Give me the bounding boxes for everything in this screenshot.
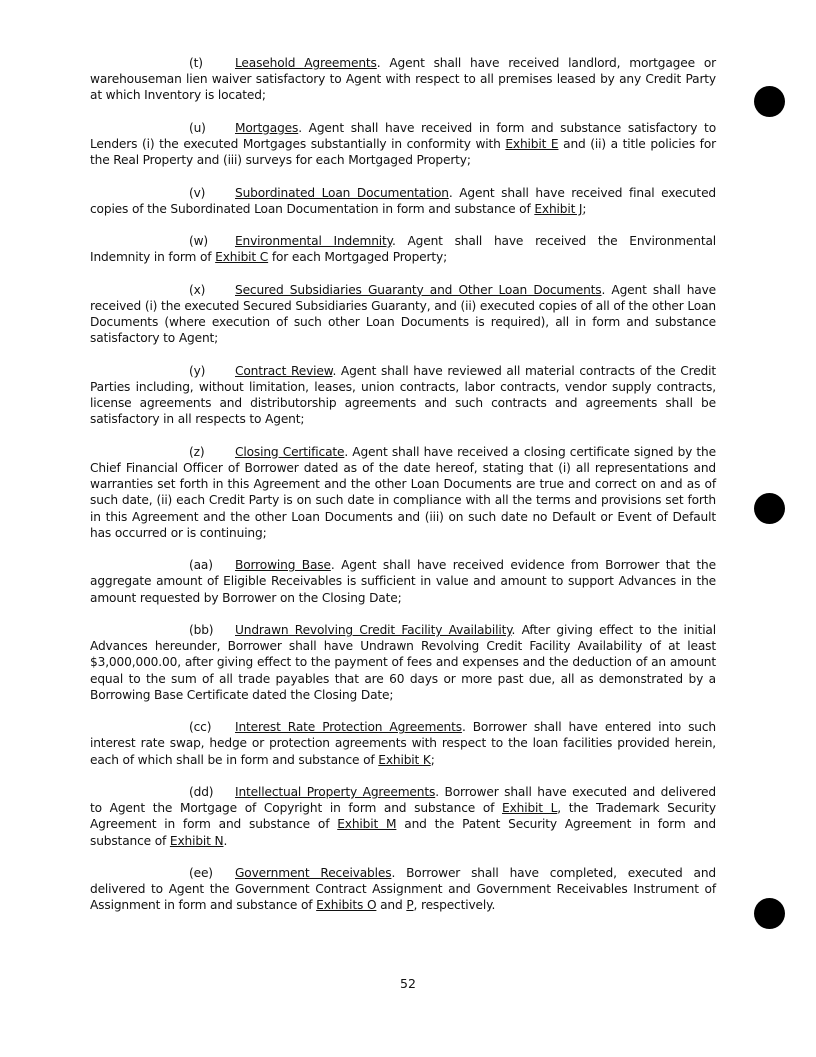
exhibit-reference: Exhibit E [505, 137, 559, 151]
section-cc [90, 719, 716, 768]
exhibit-reference: Exhibits O [316, 898, 377, 913]
section-title: Intellectual Property Agreements [235, 784, 436, 799]
section-label: (ee) [189, 865, 213, 880]
section-text: . Borrower shall have entered into such interest rate swap, hedge or protection agreements with respect to the loan facilities provided herein, each of which shall be in form and substance of [90, 720, 716, 767]
section-aa [90, 557, 716, 606]
section-z [90, 444, 716, 541]
section-text: . After giving effect to the initial Advances hereunder, Borrower shall have Undrawn Revolving Credit Facility Availability of at least $3,000,000.00, after giving effect to the payment of fees and expenses and the deduction of an amount equal to the sum of all trade payables that are 60 days or more past due, all as demonstrated by a Borrowing Base Certificate dated the Closing Date; [90, 622, 716, 702]
section-title: Environmental Indemnity [235, 234, 392, 249]
section-text: . Borrower shall have executed and delivered to Agent the Mortgage of Copyright in form and substance of [90, 784, 716, 816]
section-label: (x) [189, 282, 206, 297]
exhibit-reference: Exhibit K [378, 752, 431, 767]
section-label: (cc) [189, 720, 212, 735]
section-text: . Agent shall have received the Environmental Indemnity in form of [90, 234, 717, 265]
section-title: Mortgages [235, 120, 299, 135]
section-text: . Agent shall have received evidence from Borrower that the aggregate amount of Eligible Receivables is sufficient in value and amount to support Advances in the amount requested by Borrower on the Closing Date; [90, 558, 716, 605]
section-text: . Agent shall have received a closing certificate signed by the Chief Financial Officer of Borrower dated as of the date hereof, stating that (i) all representations and warranties set forth in this Agreement and the other Loan Documents are true and correct on and as of such date, (ii) each Credit Party is on such date in compliance with all the terms and provisions set forth in this Agreement and the other Loan Documents and (iii) on such date no Default or Event of Default has occurred or is continuing; [90, 444, 716, 540]
section-bb [90, 622, 716, 703]
section-label: (w) [189, 234, 209, 249]
document-body [90, 55, 716, 930]
section-t [90, 55, 716, 104]
section-text: ; [430, 752, 435, 767]
exhibit-reference: P [406, 898, 414, 913]
section-label: (t) [189, 56, 203, 70]
section-title: Undrawn Revolving Credit Facility Availability [235, 622, 512, 637]
section-text: . Agent shall have received (i) the executed Secured Subsidiaries Guaranty, and (ii) executed copies of all of the other Loan Documents (where execution of such other Loan Documents is required), all in form and substance satisfactory to Agent; [90, 282, 716, 346]
section-label: (aa) [189, 558, 213, 573]
exhibit-reference: Exhibit M [337, 817, 397, 832]
section-text: ; [582, 201, 587, 216]
section-dd [90, 784, 716, 849]
exhibit-reference: Exhibit J [534, 201, 583, 216]
section-label: (dd) [189, 784, 214, 799]
section-ee [90, 865, 716, 914]
section-title: Secured Subsidiaries Guaranty and Other Loan Documents [235, 282, 602, 297]
section-label: (u) [189, 120, 206, 135]
section-title: Leasehold Agreements [235, 56, 377, 70]
section-text: . Agent shall have received in form and substance satisfactory to Lenders (i) the executed Mortgages substantially in conformity with [90, 120, 716, 151]
section-text: . Agent shall have reviewed all material contracts of the Credit Parties including, without limitation, leases, union contracts, labor contracts, vendor supply contracts, license agreements and distributorship agreements and such contracts and agreements shall be satisfactory in all respects to Agent; [90, 363, 716, 427]
binder-hole-bottom [754, 898, 785, 929]
section-w [90, 233, 716, 265]
section-label: (bb) [189, 622, 214, 637]
exhibit-reference: Exhibit C [215, 250, 269, 265]
section-v [90, 185, 716, 217]
section-title: Contract Review [235, 363, 333, 378]
binder-hole-top [754, 86, 785, 117]
section-text: and the Patent Security Agreement in form and substance of [90, 817, 716, 848]
section-text: and (ii) a title policies for the Real Property and (iii) surveys for each Mortgaged Property; [90, 137, 716, 168]
exhibit-reference: Exhibit N [169, 833, 224, 848]
section-label: (y) [189, 363, 206, 378]
section-text: . Agent shall have received final executed copies of the Subordinated Loan Documentation in form and substance of [90, 185, 716, 216]
section-text: and [376, 898, 407, 913]
section-text: . [223, 833, 228, 848]
section-x [90, 282, 716, 347]
section-title: Interest Rate Protection Agreements [235, 720, 462, 735]
section-text: , the Trademark Security Agreement in form and substance of [90, 801, 716, 832]
page-number: 52 [400, 976, 416, 991]
section-label: (v) [189, 185, 206, 200]
section-title: Subordinated Loan Documentation [235, 185, 449, 200]
section-title: Borrowing Base [235, 558, 331, 573]
section-title: Closing Certificate [235, 444, 345, 459]
section-title: Government Receivables [235, 865, 392, 880]
section-text: , respectively. [413, 898, 496, 913]
section-y [90, 363, 716, 428]
section-u [90, 120, 716, 169]
binder-hole-middle [754, 493, 785, 524]
section-label: (z) [189, 444, 205, 459]
exhibit-reference: Exhibit L [502, 801, 558, 816]
section-text: . Borrower shall have completed, executed and delivered to Agent the Government Contract Assignment and Government Receivables Instrument of Assignment in form and substance of [90, 865, 717, 913]
section-text: . Agent shall have received landlord, mortgagee or warehouseman lien waiver satisfactory to Agent with respect to all premises leased by any Credit Party at which Inventory is located; [90, 56, 716, 103]
section-text: for each Mortgaged Property; [268, 250, 448, 265]
